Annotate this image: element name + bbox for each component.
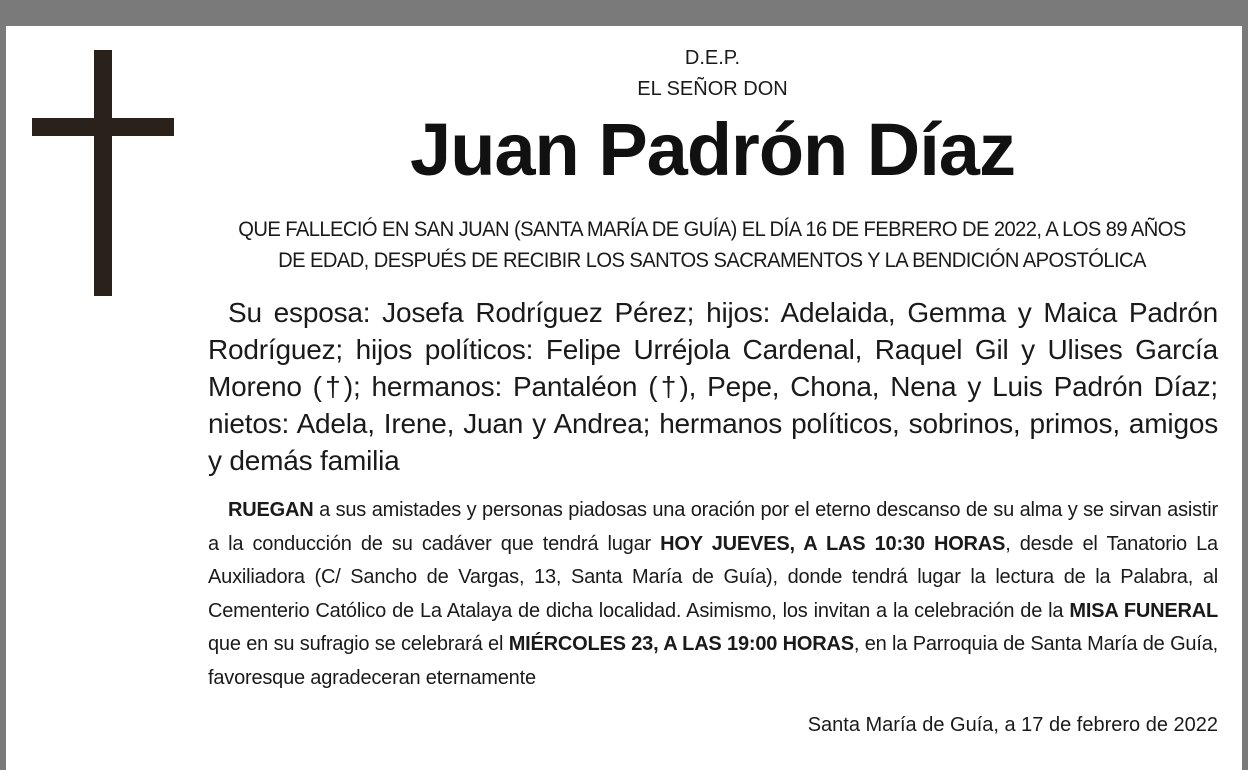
- dep-header: D.E.P.: [684, 47, 741, 69]
- service-time: HOY JUEVES, A LAS 10:30 HORAS: [660, 532, 1006, 555]
- ruegan-text-3: que en su sufragio se celebrará el: [208, 633, 509, 655]
- place-date: Santa María de Guía, a 17 de febrero de 2022: [807, 714, 1218, 736]
- funeral-details: [208, 494, 1218, 695]
- misa-funeral: MISA FUNERAL: [1069, 599, 1218, 622]
- ruegan-text-2: , desde el Tanatorio La Auxiliadora (C/ Sancho de Vargas, 13, Santa María de Guía), donde tendrá lugar la lectura de la Palabra, al Cementerio Católico de La Atalaya de dicha localidad. Asimismo, los invitan a la celebración de la: [208, 532, 1218, 622]
- ruegan-text-1: a sus amistades y personas piadosas una oración por el eterno descanso de su alma y se sirvan asistir a la conducción de su cadáver que tendrá lugar: [208, 499, 1218, 555]
- ruegan-text-4: , en la Parroquia de Santa María de Guía, favoresque agradeceran eternamente: [208, 633, 1218, 689]
- title-line: EL SEÑOR DON: [637, 78, 788, 100]
- ruegan-bold: RUEGAN: [228, 499, 314, 521]
- family-list: Su esposa: Josefa Rodríguez Pérez; hijos: Adelaida, Gemma y Maica Padrón Rodríguez; hijos políticos: Felipe Urréjola Cardenal, Raquel Gil y Ulises García Moreno (†); hermanos: Pantaléon (†), Pepe, Chona, Nena y Luis Padrón Díaz; nietos: Adela, Irene, Juan y Andrea; hermanos políticos, sobrinos, primos, amigos y demás familia: [208, 297, 1218, 476]
- deceased-name: Juan Padrón Díaz: [410, 108, 1015, 191]
- mass-time: MIÉRCOLES 23, A LAS 19:00 HORAS: [508, 633, 854, 655]
- death-announcement: QUE FALLECIÓ EN SAN JUAN (SANTA MARÍA DE GUÍA) EL DÍA 16 DE FEBRERO DE 2022, A LOS 89 AÑOS DE EDAD, DESPUÉS DE RECIBIR LOS SANTOS SACRAMENTOS Y LA BENDICIÓN APOSTÓLICA: [238, 218, 1186, 272]
